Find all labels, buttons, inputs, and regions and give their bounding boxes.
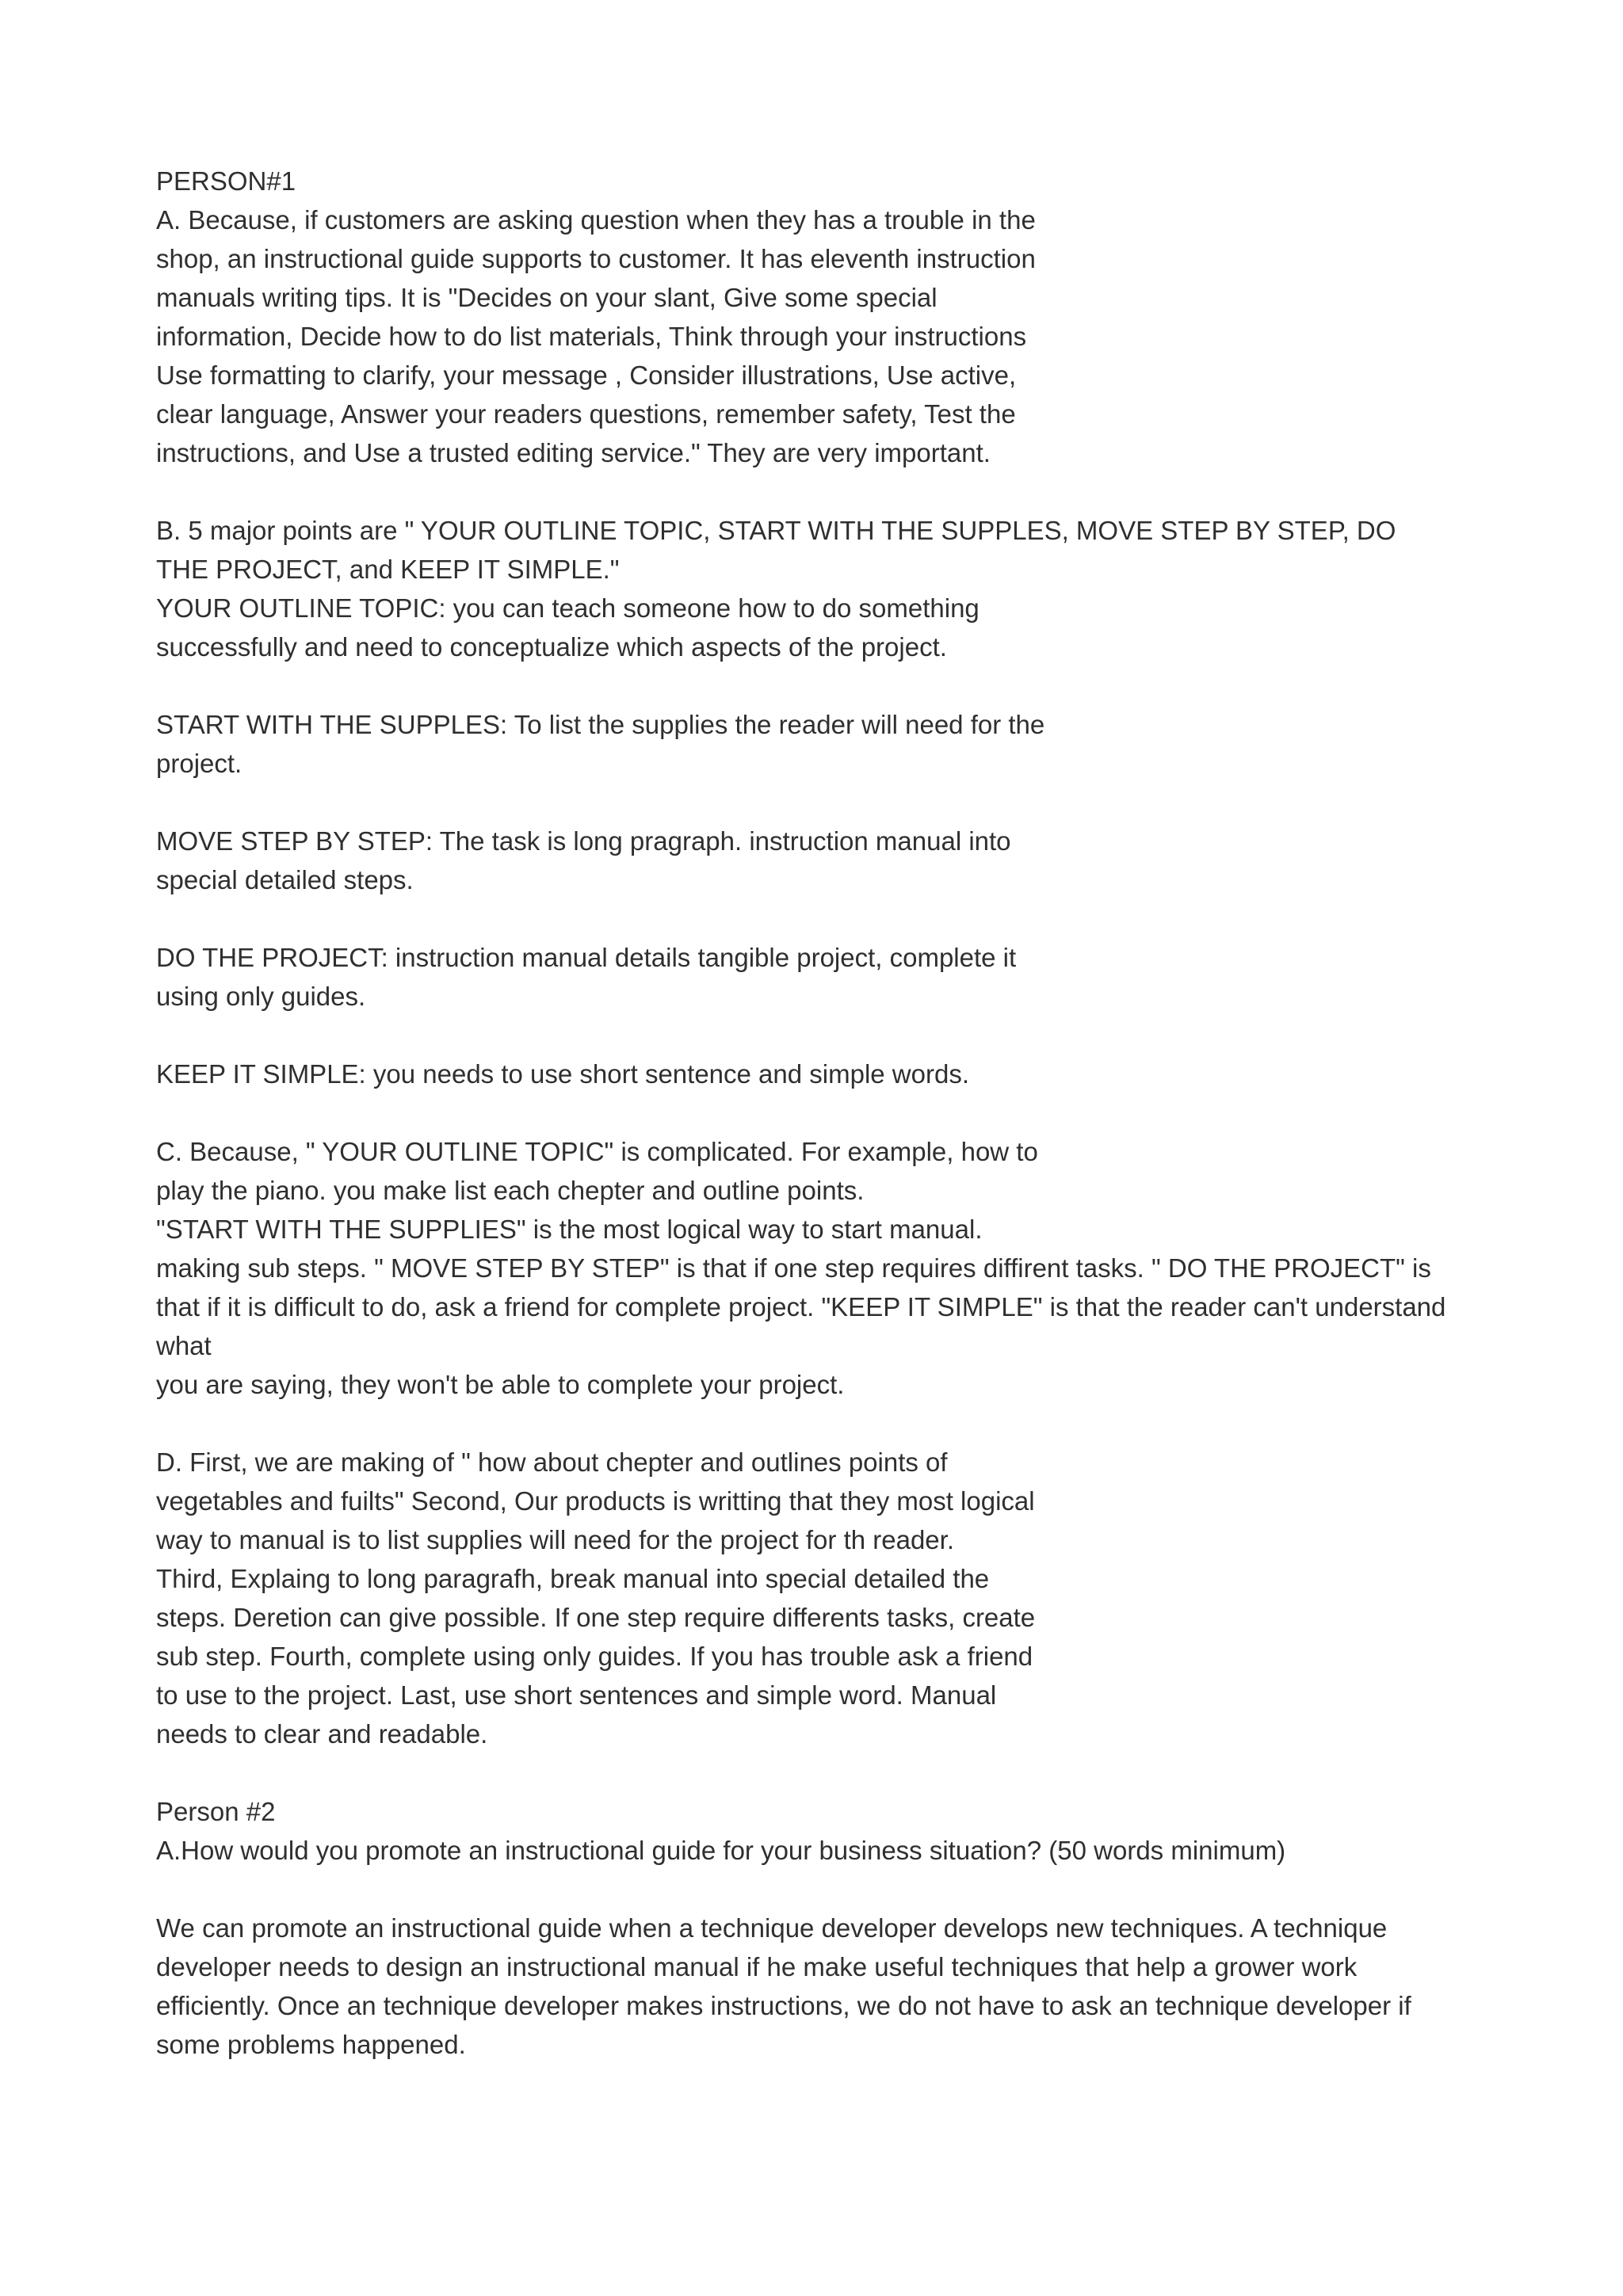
document-body — [156, 162, 1487, 2064]
text-line: to use to the project. Last, use short sentences and simple word. Manual — [156, 1680, 997, 1710]
blank-line — [156, 666, 1487, 705]
text-line: successfully and need to conceptualize which aspects of the project. — [156, 632, 947, 662]
text-line: MOVE STEP BY STEP: The task is long pragraph. instruction manual into — [156, 826, 1011, 856]
text-line: vegetables and fuilts" Second, Our products is writting that they most logical — [156, 1486, 1035, 1516]
text-line: DO THE PROJECT: instruction manual details tangible project, complete it — [156, 943, 1017, 972]
text-line: THE PROJECT, and KEEP IT SIMPLE." — [156, 555, 620, 584]
text-line: what — [156, 1331, 212, 1360]
text-line: play the piano. you make list each chepter and outline points. — [156, 1176, 865, 1205]
text-line: that if it is difficult to do, ask a friend for complete project. "KEEP IT SIMPLE" is that the reader can't understand — [156, 1292, 1446, 1322]
text-line: A.How would you promote an instructional guide for your business situation? (50 words minimum) — [156, 1836, 1286, 1865]
text-line: Use formatting to clarify, your message , Consider illustrations, Use active, — [156, 360, 1017, 390]
text-line: making sub steps. " MOVE STEP BY STEP" is that if one step requires diffirent tasks. " DO THE PROJECT" is — [156, 1253, 1431, 1283]
text-line: some problems happened. — [156, 2030, 466, 2059]
blank-line — [156, 1404, 1487, 1443]
text-line: manuals writing tips. It is "Decides on your slant, Give some special — [156, 283, 938, 312]
text-line: steps. Deretion can give possible. If one step require differents tasks, create — [156, 1603, 1036, 1632]
text-line: clear language, Answer your readers questions, remember safety, Test the — [156, 399, 1016, 429]
blank-line — [156, 899, 1487, 938]
blank-line — [156, 1870, 1487, 1909]
text-line: START WITH THE SUPPLES: To list the supplies the reader will need for the — [156, 710, 1045, 739]
blank-line — [156, 472, 1487, 511]
text-line: instructions, and Use a trusted editing service." They are very important. — [156, 438, 991, 467]
blank-line — [156, 1093, 1487, 1132]
text-line: Person #2 — [156, 1797, 276, 1826]
text-line: C. Because, " YOUR OUTLINE TOPIC" is complicated. For example, how to — [156, 1137, 1038, 1166]
text-line: way to manual is to list supplies will need for the project for th reader. — [156, 1525, 954, 1554]
text-line: We can promote an instructional guide when a technique developer develops new techniques. A technique — [156, 1913, 1388, 1943]
text-line: information, Decide how to do list materials, Think through your instructions — [156, 322, 1027, 351]
blank-line — [156, 1016, 1487, 1055]
blank-line — [156, 783, 1487, 822]
text-line: A. Because, if customers are asking question when they has a trouble in the — [156, 205, 1036, 235]
text-line: B. 5 major points are " YOUR OUTLINE TOPIC, START WITH THE SUPPLES, MOVE STEP BY STEP, DO — [156, 516, 1396, 545]
text-line: project. — [156, 749, 242, 778]
blank-line — [156, 1753, 1487, 1792]
text-line: KEEP IT SIMPLE: you needs to use short sentence and simple words. — [156, 1059, 969, 1089]
text-line: developer needs to design an instructional manual if he make useful techniques that help a grower work — [156, 1952, 1358, 1981]
text-line: using only guides. — [156, 982, 366, 1011]
text-line: PERSON#1 — [156, 166, 296, 196]
text-line: needs to clear and readable. — [156, 1719, 488, 1749]
text-line: "START WITH THE SUPPLIES" is the most logical way to start manual. — [156, 1215, 983, 1244]
text-line: Third, Explaing to long paragrafh, break manual into special detailed the — [156, 1564, 990, 1593]
text-line: efficiently. Once an technique developer makes instructions, we do not have to ask an technique developer if — [156, 1991, 1411, 2020]
text-line: sub step. Fourth, complete using only guides. If you has trouble ask a friend — [156, 1642, 1033, 1671]
text-line: you are saying, they won't be able to complete your project. — [156, 1370, 845, 1399]
text-line: special detailed steps. — [156, 865, 414, 894]
text-line: YOUR OUTLINE TOPIC: you can teach someone how to do something — [156, 593, 980, 623]
text-line: shop, an instructional guide supports to customer. It has eleventh instruction — [156, 244, 1036, 273]
text-line: D. First, we are making of " how about chepter and outlines points of — [156, 1447, 948, 1477]
